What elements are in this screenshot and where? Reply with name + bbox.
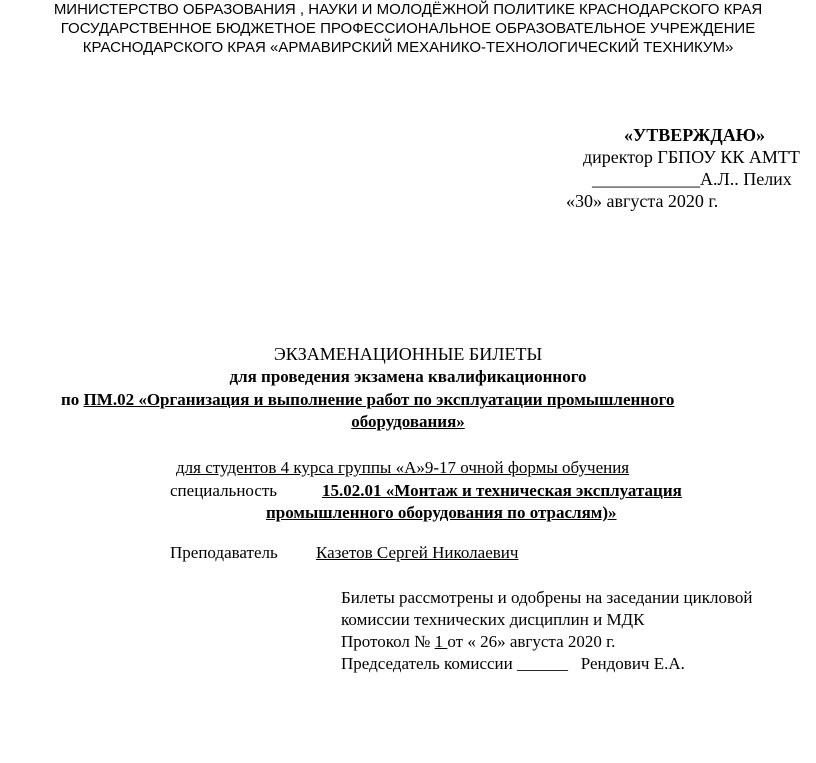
approval-date: «30» августа 2020 г. bbox=[566, 191, 719, 211]
chair-signature-blank: ______ bbox=[517, 654, 569, 673]
students-info: для студентов 4 курса группы «А»9-17 очной формы обучения bbox=[176, 458, 630, 477]
protocol-date: от « 26» августа 2020 г. bbox=[447, 632, 616, 651]
specialty-label: специальность bbox=[170, 481, 278, 500]
header-institution-name: КРАСНОДАРСКОГО КРАЯ «АРМАВИРСКИЙ МЕХАНИКО-ТЕХНОЛОГИЧЕСКИЙ ТЕХНИКУМ» bbox=[82, 39, 734, 56]
protocol-number: 1 bbox=[434, 632, 448, 651]
specialty-line-1: 15.02.01 «Монтаж и техническая эксплуатация bbox=[322, 481, 682, 500]
module-line-2: оборудования» bbox=[351, 412, 465, 431]
module-prefix: по bbox=[61, 390, 84, 409]
review-line-2: комиссии технических дисциплин и МДК bbox=[341, 610, 645, 629]
module-name: ПМ.02 «Организация и выполнение работ по эксплуатации промышленного bbox=[83, 390, 675, 409]
document-subtitle: для проведения экзамена квалификационного bbox=[229, 367, 587, 386]
teacher-name: Казетов Сергей Николаевич bbox=[316, 543, 519, 562]
header-institution-type: ГОСУДАРСТВЕННОЕ БЮДЖЕТНОЕ ПРОФЕССИОНАЛЬНОЕ ОБРАЗОВАТЕЛЬНОЕ УЧРЕЖДЕНИЕ bbox=[60, 20, 756, 37]
signature-line: ____________ bbox=[592, 169, 700, 189]
module-line-1 bbox=[61, 389, 674, 411]
protocol-prefix: Протокол № bbox=[341, 632, 435, 651]
chair-label: Председатель комиссии bbox=[341, 654, 513, 673]
approval-signature bbox=[592, 168, 792, 190]
approval-position: директор ГБПОУ КК АМТТ bbox=[583, 147, 800, 167]
teacher-label: Преподаватель bbox=[170, 543, 278, 562]
protocol-line bbox=[341, 631, 615, 653]
specialty-line-2: промышленного оборудования по отраслям)» bbox=[266, 503, 617, 522]
review-line-1: Билеты рассмотрены и одобрены на заседании цикловой bbox=[341, 588, 753, 607]
document-title: ЭКЗАМЕНАЦИОННЫЕ БИЛЕТЫ bbox=[273, 344, 543, 364]
approval-signer: А.Л.. Пелих bbox=[700, 169, 792, 189]
chair-name: Рендович Е.А. bbox=[580, 654, 685, 673]
header-ministry: МИНИСТЕРСТВО ОБРАЗОВАНИЯ , НАУКИ И МОЛОДЁЖНОЙ ПОЛИТИКЕ КРАСНОДАРСКОГО КРАЯ bbox=[53, 1, 763, 18]
approval-title: «УТВЕРЖДАЮ» bbox=[624, 125, 766, 145]
chair-line bbox=[341, 653, 685, 675]
